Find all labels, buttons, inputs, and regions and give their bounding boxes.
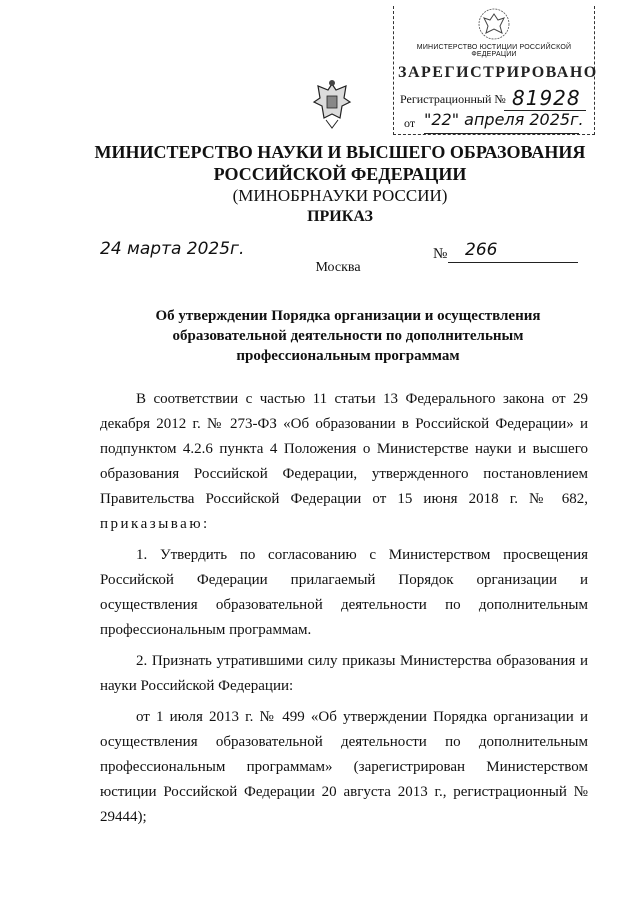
stamp-eagle-icon — [476, 6, 512, 42]
paragraph-preamble — [100, 387, 588, 537]
document-type: ПРИКАЗ — [307, 208, 373, 225]
order-date: 24 марта 2025г. — [100, 239, 245, 259]
ministry-title-line2: РОССИЙСКОЙ ФЕДЕРАЦИИ — [213, 164, 467, 184]
title-line2: образовательной деятельности по дополнительным — [172, 328, 524, 344]
order-number: 266 — [465, 240, 498, 260]
stamp-regnum-value: 81928 — [512, 86, 581, 110]
stamp-underline — [424, 133, 579, 134]
paragraph-item-2: 2. Признать утратившими силу приказы Министерства образования и науки Российской Федерации: — [100, 653, 588, 694]
stamp-registered-label: ЗАРЕГИСТРИРОВАНО — [398, 64, 598, 81]
stamp-ministry-name: МИНИСТЕРСТВО ЮСТИЦИИ РОССИЙСКОЙ ФЕДЕРАЦИИ — [416, 44, 572, 58]
body-text — [100, 387, 588, 830]
stamp-from-label: от — [404, 116, 416, 130]
order-word: приказываю: — [100, 516, 210, 532]
coat-of-arms-icon — [310, 78, 354, 130]
stamp-date-value: "22" апреля 2025г. — [424, 110, 584, 129]
paragraph-item-2-1: от 1 июля 2013 г. № 499 «Об утверждении Порядка организации и осуществления образовательной деятельности по дополнительным профессиональным программам» (зарегистрирован Министерством юстиции Российской Федерации 20 августа 2013 г., регистрационный № 29444); — [100, 709, 588, 825]
number-label: № — [433, 246, 448, 262]
paragraph-item-1: 1. Утвердить по согласованию с Министерством просвещения Российской Федерации прилагаемый Порядок организации и осуществления образовательной деятельности по дополнительным профессиональным программам. — [100, 547, 588, 638]
preamble-text: В соответствии с частью 11 статьи 13 Федерального закона от 29 декабря 2012 г. № 273-ФЗ «Об образовании в Российской Федерации» и подпунктом 4.2.6 пункта 4 Положения о Министерстве науки и высшего образования Российской Федерации, утвержденного постановлением Правительства Российской Федерации от 15 июня 2018 г. № 682, — [100, 391, 588, 507]
title-line3: профессиональным программам — [236, 348, 460, 364]
ministry-short-name: (МИНОБРНАУКИ РОССИИ) — [232, 186, 448, 205]
stamp-regnum-label: Регистрационный № — [400, 92, 506, 106]
document-title — [100, 306, 596, 366]
ministry-title-line1: МИНИСТЕРСТВО НАУКИ И ВЫСШЕГО ОБРАЗОВАНИЯ — [94, 142, 586, 162]
city: Москва — [315, 260, 361, 275]
registration-stamp — [393, 6, 598, 135]
title-line1: Об утверждении Порядка организации и осуществления — [155, 308, 541, 324]
